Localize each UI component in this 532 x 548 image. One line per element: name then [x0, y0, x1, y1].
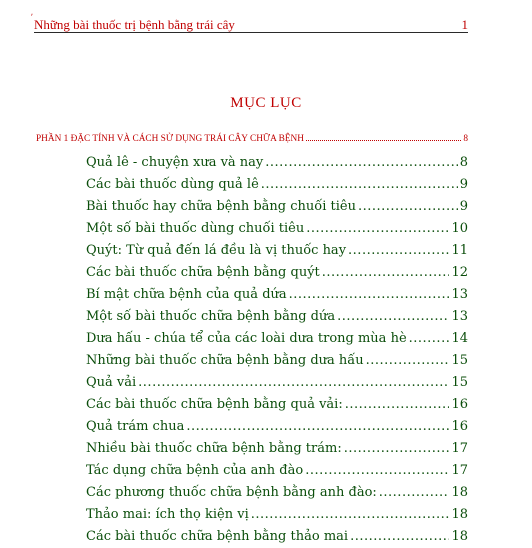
- toc-entry-title: Quýt: Từ quả đến lá đều là vị thuốc hay: [86, 243, 347, 258]
- leader-dots: [409, 328, 450, 350]
- leader-dots: [337, 306, 449, 328]
- toc-entry[interactable]: [86, 240, 468, 262]
- toc-entry-title: Bí mật chữa bệnh của quả dứa: [86, 287, 287, 302]
- toc-entry-title: Một số bài thuốc dùng chuối tiêu: [86, 221, 305, 236]
- leader-dots: [289, 284, 450, 306]
- toc-entry-page: 13: [451, 287, 468, 302]
- toc-entry-page: 18: [451, 529, 468, 544]
- running-header: [31, 12, 468, 33]
- toc-entry-page: 12: [451, 265, 468, 280]
- leader-dots: [379, 482, 450, 504]
- toc-entry-list: [86, 152, 468, 548]
- toc-entry[interactable]: [86, 152, 468, 174]
- leader-dots: [358, 196, 458, 218]
- toc-entry[interactable]: [86, 504, 468, 526]
- toc-entry-page: 18: [451, 485, 468, 500]
- toc-entry[interactable]: [86, 372, 468, 394]
- toc-entry-page: 14: [451, 331, 468, 346]
- toc-entry[interactable]: [86, 416, 468, 438]
- toc-entry-title: Quả lê - chuyện xưa và nay: [86, 155, 264, 170]
- toc-entry-page: 17: [451, 463, 468, 478]
- toc-entry-page: 10: [451, 221, 468, 236]
- toc-entry-page: 9: [459, 177, 468, 192]
- leader-dots: [305, 460, 449, 482]
- toc-entry-title: Nhiều bài thuốc chữa bệnh bằng trám:: [86, 441, 342, 456]
- toc-heading: MỤC LỤC: [230, 95, 302, 111]
- leader-dots: [261, 174, 458, 196]
- toc-entry-page: 17: [451, 441, 468, 456]
- toc-entry-title: Những bài thuốc chữa bệnh bằng dưa hấu: [86, 353, 364, 368]
- toc-entry[interactable]: [86, 174, 468, 196]
- toc-entry[interactable]: [86, 218, 468, 240]
- toc-entry-title: Các bài thuốc chữa bệnh bằng quả vải:: [86, 397, 343, 412]
- header-title: Những bài thuốc trị bệnh bằng trái cây: [34, 17, 235, 32]
- toc-entry[interactable]: [86, 306, 468, 328]
- leader-dots: [344, 438, 450, 460]
- leader-dots: [306, 218, 449, 240]
- leader-dots: [251, 504, 450, 526]
- toc-entry[interactable]: [86, 262, 468, 284]
- toc-entry-title: Một số bài thuốc chữa bệnh bằng dứa: [86, 309, 336, 324]
- toc-entry[interactable]: [86, 482, 468, 504]
- part-title: PHẦN 1 ĐẶC TÍNH VÀ CÁCH SỬ DỤNG TRÁI CÂY CHỮA BỆNH: [36, 134, 304, 144]
- toc-entry-page: 9: [459, 199, 468, 214]
- toc-entry-page: 8: [459, 155, 468, 170]
- toc-entry[interactable]: [86, 284, 468, 306]
- toc-entry[interactable]: [86, 196, 468, 218]
- header-mark: ʹ: [31, 12, 33, 22]
- toc-entry-title: Thảo mai: ích thọ kiện vị: [86, 507, 249, 522]
- leader-dots: [306, 140, 461, 141]
- header-page-number: 1: [461, 17, 468, 32]
- toc-entry-page: 16: [451, 419, 468, 434]
- toc-entry-title: Các bài thuốc chữa bệnh bằng quýt: [86, 265, 320, 280]
- toc-entry-page: 11: [451, 243, 468, 258]
- leader-dots: [138, 372, 449, 394]
- leader-dots: [186, 416, 449, 438]
- toc-entry-page: 15: [451, 353, 468, 368]
- leader-dots: [350, 526, 449, 548]
- toc-entry[interactable]: [86, 526, 468, 548]
- toc-entry-title: Quả trám chua: [86, 419, 185, 434]
- toc-entry[interactable]: [86, 438, 468, 460]
- toc-entry-page: 16: [451, 397, 468, 412]
- toc-entry-page: 13: [451, 309, 468, 324]
- leader-dots: [366, 350, 450, 372]
- toc-entry[interactable]: [86, 328, 468, 350]
- toc-entry-title: Các phương thuốc chữa bệnh bằng anh đào:: [86, 485, 377, 500]
- leader-dots: [345, 394, 450, 416]
- toc-entry-title: Dưa hấu - chúa tể của các loài dưa trong mùa hè: [86, 331, 407, 346]
- toc-part-entry[interactable]: [36, 134, 468, 144]
- toc-entry-title: Tác dụng chữa bệnh của anh đào: [86, 463, 304, 478]
- toc-entry-title: Các bài thuốc dùng quả lê: [86, 177, 259, 192]
- toc-entry-page: 18: [451, 507, 468, 522]
- toc-entry-page: 15: [451, 375, 468, 390]
- toc-entry-title: Các bài thuốc chữa bệnh bằng thảo mai: [86, 529, 349, 544]
- toc-entry[interactable]: [86, 350, 468, 372]
- leader-dots: [265, 152, 457, 174]
- toc-entry-title: Bài thuốc hay chữa bệnh bằng chuối tiêu: [86, 199, 356, 214]
- toc-entry-title: Quả vải: [86, 375, 137, 390]
- part-page: 8: [463, 134, 468, 144]
- leader-dots: [322, 262, 450, 284]
- toc-entry[interactable]: [86, 394, 468, 416]
- toc-entry[interactable]: [86, 460, 468, 482]
- leader-dots: [348, 240, 449, 262]
